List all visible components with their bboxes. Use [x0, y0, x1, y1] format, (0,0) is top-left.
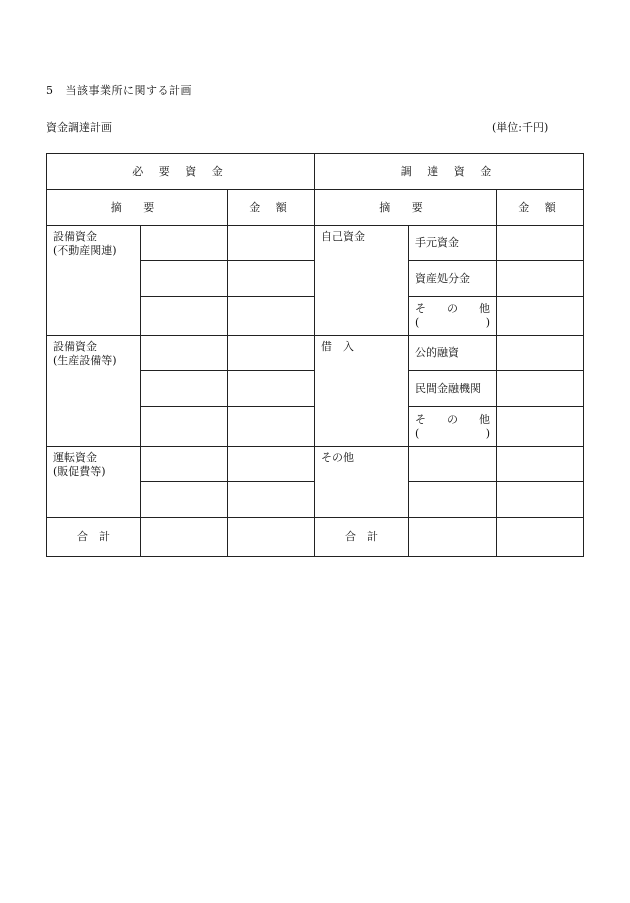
table-subtitle: 資金調達計画 [46, 121, 112, 134]
required-detail-cell[interactable] [141, 482, 228, 518]
required-amount-cell[interactable] [228, 482, 315, 518]
required-total-blank[interactable] [141, 518, 228, 557]
procured-amount-cell[interactable] [497, 447, 584, 482]
procured-summary-header: 摘 要 [315, 190, 497, 226]
others-label: その他 [315, 447, 409, 518]
own-funds-other: そ の 他 ( ) [409, 297, 497, 336]
required-detail-cell[interactable] [141, 447, 228, 482]
equipment-realestate-label: 設備資金 (不動産関連) [47, 226, 141, 336]
section-heading [46, 82, 192, 98]
procured-amount-cell[interactable] [497, 297, 584, 336]
procured-amount-cell[interactable] [497, 261, 584, 297]
procured-amount-cell[interactable] [497, 336, 584, 371]
procured-detail-cell[interactable] [409, 482, 497, 518]
procured-total-label: 合 計 [315, 518, 409, 557]
section-title: 当該事業所に関する計画 [65, 84, 192, 97]
required-amount-cell[interactable] [228, 226, 315, 261]
fund-plan-table [46, 153, 584, 557]
required-amount-cell[interactable] [228, 407, 315, 447]
procured-amount-cell[interactable] [497, 226, 584, 261]
required-detail-cell[interactable] [141, 407, 228, 447]
own-funds-item-asset-sale: 資産処分金 [409, 261, 497, 297]
required-amount-cell[interactable] [228, 336, 315, 371]
required-amount-cell[interactable] [228, 371, 315, 407]
unit-label: (単位:千円) [492, 121, 549, 134]
required-detail-cell[interactable] [141, 336, 228, 371]
procured-amount-cell[interactable] [497, 407, 584, 447]
required-total-amount[interactable] [228, 518, 315, 557]
procured-amount-header: 金 額 [497, 190, 584, 226]
required-detail-cell[interactable] [141, 371, 228, 407]
procured-total-amount[interactable] [497, 518, 584, 557]
required-amount-cell[interactable] [228, 297, 315, 336]
required-amount-header: 金 額 [228, 190, 315, 226]
required-detail-cell[interactable] [141, 261, 228, 297]
borrowing-other: そ の 他 ( ) [409, 407, 497, 447]
required-amount-cell[interactable] [228, 261, 315, 297]
procured-total-blank[interactable] [409, 518, 497, 557]
borrowing-label: 借 入 [315, 336, 409, 447]
required-summary-header: 摘 要 [47, 190, 228, 226]
procured-funds-header: 調 達 資 金 [315, 154, 584, 190]
procured-amount-cell[interactable] [497, 371, 584, 407]
borrowing-item-public-loan: 公的融資 [409, 336, 497, 371]
borrowing-item-private-bank: 民間金融機関 [409, 371, 497, 407]
required-detail-cell[interactable] [141, 297, 228, 336]
own-funds-label: 自己資金 [315, 226, 409, 336]
section-number: 5 [46, 84, 54, 97]
procured-detail-cell[interactable] [409, 447, 497, 482]
operating-funds-label: 運転資金 (販促費等) [47, 447, 141, 518]
required-amount-cell[interactable] [228, 447, 315, 482]
required-total-label: 合 計 [47, 518, 141, 557]
required-funds-header: 必 要 資 金 [47, 154, 315, 190]
own-funds-item-cash: 手元資金 [409, 226, 497, 261]
required-detail-cell[interactable] [141, 226, 228, 261]
procured-amount-cell[interactable] [497, 482, 584, 518]
equipment-production-label: 設備資金 (生産設備等) [47, 336, 141, 447]
